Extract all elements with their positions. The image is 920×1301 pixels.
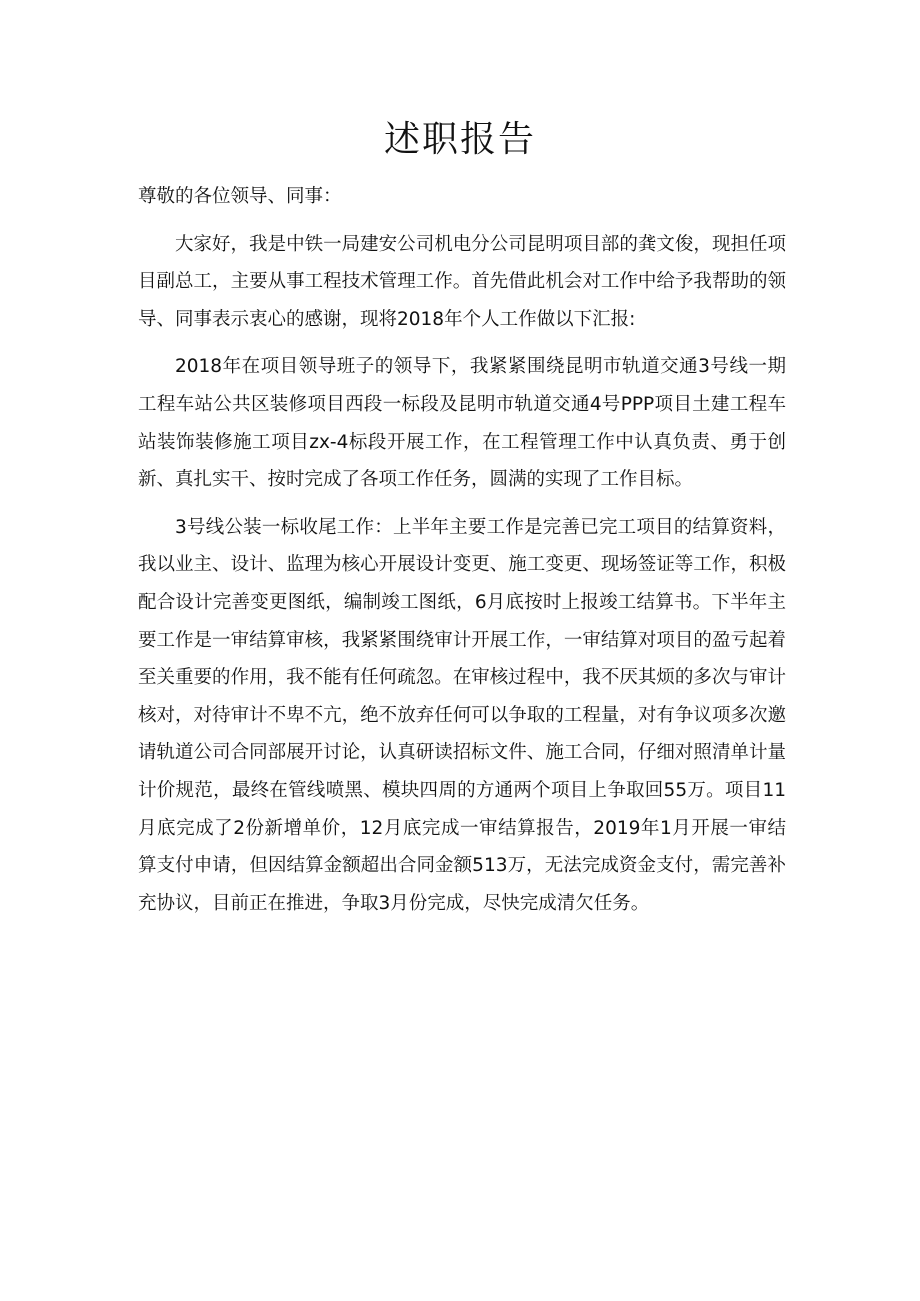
paragraph-line3-closeout: 3号线公装一标收尾工作：上半年主要工作是完善已完工项目的结算资料，我以业主、设计、监理为核心开展设计变更、施工变更、现场签证等工作，积极配合设计完善变更图纸，编制竣工图纸，6月底按时上报竣工结算书。下半年主要工作是一审结算审核，我紧紧围绕审计开展工作，一审结算对项目的盈亏起着至关重要的作用，我不能有任何疏忽。在审核过程中，我不厌其烦的多次与审计核对，对待审计不卑不亢，绝不放弃任何可以争取的工程量，对有争议项多次邀请轨道公司合同部展开讨论，认真研读招标文件、施工合同，仔细对照清单计量计价规范，最终在管线喷黑、模块四周的方通两个项目上争取回55万。项目11月底完成了2份新增单价，12月底完成一审结算报告，2019年1月开展一审结算支付申请，但因结算金额超出合同金额513万，无法完成资金支付，需完善补充协议，目前正在推进，争取3月份完成，尽快完成清欠任务。 <box>138 516 786 914</box>
document-body <box>138 178 786 932</box>
document-title: 述职报告 <box>383 119 536 160</box>
paragraph-overview: 2018年在项目领导班子的领导下，我紧紧围绕昆明市轨道交通3号线一期工程车站公共区装修项目西段一标段及昆明市轨道交通4号PPP项目土建工程车站装饰装修施工项目zx-4标段开展工作，在工程管理工作中认真负责、勇于创新、真扎实干、按时完成了各项工作任务，圆满的实现了工作目标。 <box>138 356 786 491</box>
paragraph-intro: 大家好，我是中铁一局建安公司机电分公司昆明项目部的龚文俊，现担任项目副总工，主要从事工程技术管理工作。首先借此机会对工作中给予我帮助的领导、同事表示衷心的感谢，现将2018年个人工作做以下汇报: <box>138 233 786 330</box>
salutation: 尊敬的各位领导、同事： <box>138 186 342 207</box>
